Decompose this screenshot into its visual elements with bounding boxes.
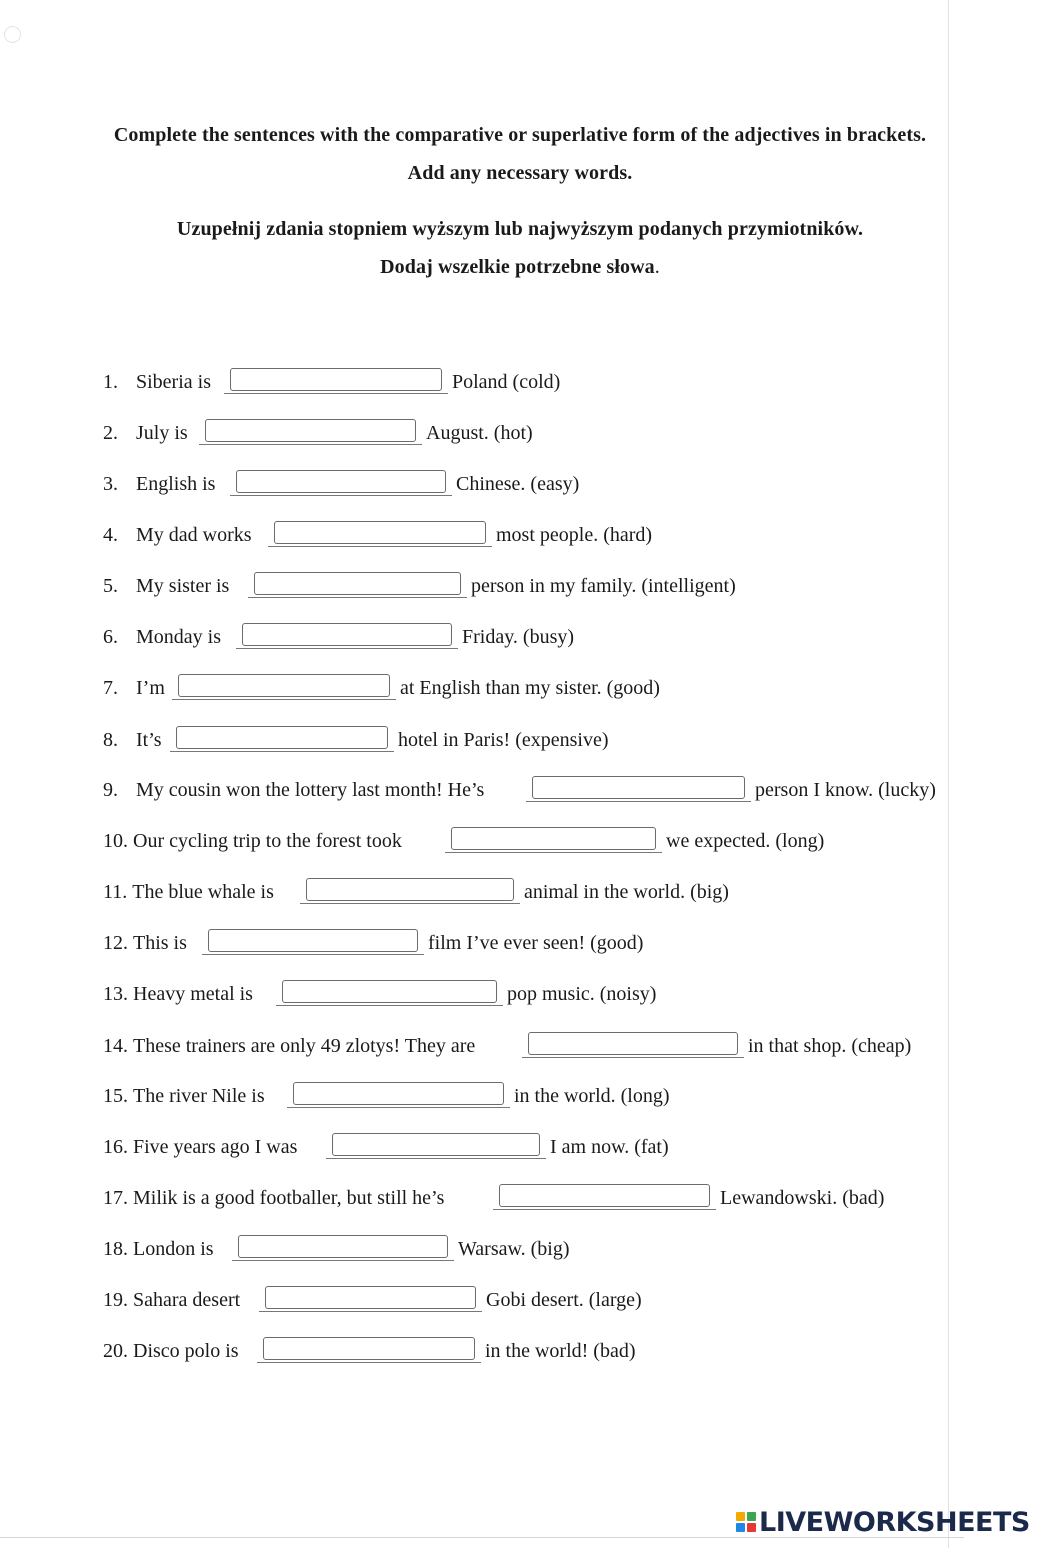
exercise-text-before: The blue whale is [132, 881, 274, 903]
answer-input-box[interactable] [451, 827, 656, 850]
answer-input-box[interactable] [263, 1337, 475, 1360]
corner-circle [4, 26, 21, 43]
exercise-number: 14. [103, 1035, 128, 1057]
exercise-number: 11. [103, 881, 128, 903]
liveworksheets-logo [736, 1506, 1030, 1538]
exercise-text-after: at English than my sister. (good) [400, 677, 660, 699]
answer-input-box[interactable] [265, 1286, 476, 1309]
exercise-row [103, 877, 729, 907]
exercise-text-after: Chinese. (easy) [456, 473, 580, 495]
answer-input-box[interactable] [332, 1133, 540, 1156]
exercise-row [103, 418, 533, 448]
answer-input-box[interactable] [176, 726, 388, 749]
instruction-english-line-1: Complete the sentences with the comparative or superlative form of the adjectives in brackets. [113, 124, 927, 146]
exercise-row [103, 725, 609, 755]
exercise-text-before: Sahara desert [133, 1289, 241, 1311]
answer-blank [224, 367, 448, 394]
answer-input-box[interactable] [293, 1082, 504, 1105]
exercise-text-before: Siberia is [136, 371, 211, 393]
answer-input-box[interactable] [178, 674, 390, 697]
answer-blank [257, 1336, 481, 1363]
exercise-row [103, 1183, 884, 1213]
exercise-text-before: English is [136, 473, 216, 495]
exercise-number: 9. [103, 779, 118, 801]
answer-blank [232, 1234, 454, 1261]
answer-blank [170, 725, 394, 752]
exercise-text-before: My sister is [136, 575, 230, 597]
exercise-text-before: I’m [136, 677, 165, 699]
exercise-number: 18. [103, 1238, 128, 1260]
answer-input-box[interactable] [254, 572, 461, 595]
exercise-text-before: This is [133, 932, 187, 954]
exercise-row [103, 571, 736, 601]
answer-blank [268, 520, 492, 547]
exercise-number: 13. [103, 983, 128, 1005]
exercise-text-after: pop music. (noisy) [507, 983, 657, 1005]
exercise-row [103, 1336, 636, 1366]
exercise-text-before: My cousin won the lottery last month! He’s [136, 779, 485, 801]
exercise-number: 12. [103, 932, 128, 954]
logo-text: LIVEWORKSHEETS [759, 1506, 1030, 1538]
exercise-text-before: These trainers are only 49 zlotys! They are [133, 1035, 476, 1057]
exercise-text-after: Lewandowski. (bad) [720, 1187, 885, 1209]
instruction-polish-line-1: Uzupełnij zdania stopniem wyższym lub najwyższym podanych przymiotników. [176, 218, 864, 240]
answer-input-box[interactable] [274, 521, 486, 544]
instruction-english-line-2: Add any necessary words. [407, 162, 633, 184]
exercise-text-after: August. (hot) [426, 422, 533, 444]
exercise-text-after: person I know. (lucky) [755, 779, 936, 801]
answer-blank [276, 979, 503, 1006]
exercise-text-after: Poland (cold) [452, 371, 561, 393]
exercise-row [103, 622, 574, 652]
answer-blank [230, 469, 452, 496]
exercise-row [103, 979, 656, 1009]
exercise-text-before: Our cycling trip to the forest took [133, 830, 402, 852]
logo-square-2 [747, 1512, 756, 1521]
answer-blank [248, 571, 467, 598]
exercise-number: 7. [103, 677, 118, 699]
exercise-text-before: London is [133, 1238, 214, 1260]
exercise-number: 3. [103, 473, 118, 495]
exercise-number: 19. [103, 1289, 128, 1311]
exercise-number: 16. [103, 1136, 128, 1158]
liveworksheets-logo-icon [736, 1512, 756, 1532]
answer-blank [445, 826, 662, 853]
answer-blank [172, 673, 396, 700]
answer-blank [236, 622, 458, 649]
exercise-text-after: I am now. (fat) [550, 1136, 669, 1158]
exercise-number: 17. [103, 1187, 128, 1209]
exercise-text-after: Friday. (busy) [462, 626, 575, 648]
exercise-row [103, 1285, 642, 1315]
logo-square-3 [736, 1523, 745, 1532]
answer-blank [526, 775, 751, 802]
instruction-polish-line-2-period: . [654, 256, 660, 278]
exercise-text-after: in that shop. (cheap) [748, 1035, 912, 1057]
exercise-number: 8. [103, 729, 118, 751]
exercise-text-before: Monday is [136, 626, 221, 648]
exercise-number: 4. [103, 524, 118, 546]
answer-blank [259, 1285, 482, 1312]
exercise-number: 1. [103, 371, 118, 393]
exercise-row [103, 1132, 669, 1162]
exercise-text-before: Disco polo is [133, 1340, 239, 1362]
exercise-number: 10. [103, 830, 128, 852]
exercise-text-after: animal in the world. (big) [524, 881, 729, 903]
exercise-number: 15. [103, 1085, 128, 1107]
exercise-text-before: Milik is a good footballer, but still he’s [133, 1187, 445, 1209]
exercise-text-before: Heavy metal is [133, 983, 253, 1005]
exercise-text-after: Gobi desert. (large) [486, 1289, 642, 1311]
exercise-text-after: hotel in Paris! (expensive) [398, 729, 609, 751]
answer-blank [522, 1031, 744, 1058]
exercise-row [103, 673, 660, 703]
answer-input-box[interactable] [230, 368, 442, 391]
logo-square-4 [747, 1523, 756, 1532]
answer-input-box[interactable] [282, 980, 497, 1003]
answer-blank [199, 418, 422, 445]
exercise-row [103, 1031, 911, 1061]
answer-input-box[interactable] [242, 623, 452, 646]
exercise-row [103, 1081, 670, 1111]
exercise-text-after: person in my family. (intelligent) [471, 575, 736, 597]
exercise-text-after: in the world. (long) [514, 1085, 670, 1107]
answer-input-box[interactable] [205, 419, 416, 442]
answer-input-box[interactable] [306, 878, 514, 901]
exercise-row [103, 367, 560, 397]
exercise-row [103, 520, 652, 550]
exercise-text-after: Warsaw. (big) [458, 1238, 570, 1260]
exercise-number: 20. [103, 1340, 128, 1362]
exercise-text-before: July is [136, 422, 188, 444]
exercise-text-after: film I’ve ever seen! (good) [428, 932, 644, 954]
answer-blank [300, 877, 520, 904]
exercise-text-before: My dad works [136, 524, 252, 546]
answer-input-box[interactable] [236, 470, 446, 493]
exercise-row [103, 775, 936, 805]
logo-square-1 [736, 1512, 745, 1521]
instruction-polish-line-2-text: Dodaj wszelkie potrzebne słowa [380, 256, 655, 278]
exercise-text-after: we expected. (long) [666, 830, 825, 852]
answer-input-box[interactable] [532, 776, 745, 799]
exercise-text-before: It’s [136, 729, 162, 751]
answer-input-box[interactable] [499, 1184, 710, 1207]
exercise-row [103, 826, 824, 856]
answer-input-box[interactable] [528, 1032, 738, 1055]
answer-input-box[interactable] [238, 1235, 448, 1258]
exercise-text-after: most people. (hard) [496, 524, 653, 546]
exercise-row [103, 469, 579, 499]
exercise-number: 5. [103, 575, 118, 597]
exercise-number: 6. [103, 626, 118, 648]
answer-input-box[interactable] [208, 929, 418, 952]
answer-blank [287, 1081, 510, 1108]
answer-blank [202, 928, 424, 955]
exercise-number: 2. [103, 422, 118, 444]
exercise-row [103, 928, 643, 958]
exercise-text-after: in the world! (bad) [485, 1340, 636, 1362]
instruction-polish-line-2 [0, 256, 1040, 279]
answer-blank [493, 1183, 716, 1210]
answer-blank [326, 1132, 546, 1159]
exercise-text-before: The river Nile is [133, 1085, 265, 1107]
exercise-text-before: Five years ago I was [133, 1136, 298, 1158]
exercise-row [103, 1234, 570, 1264]
